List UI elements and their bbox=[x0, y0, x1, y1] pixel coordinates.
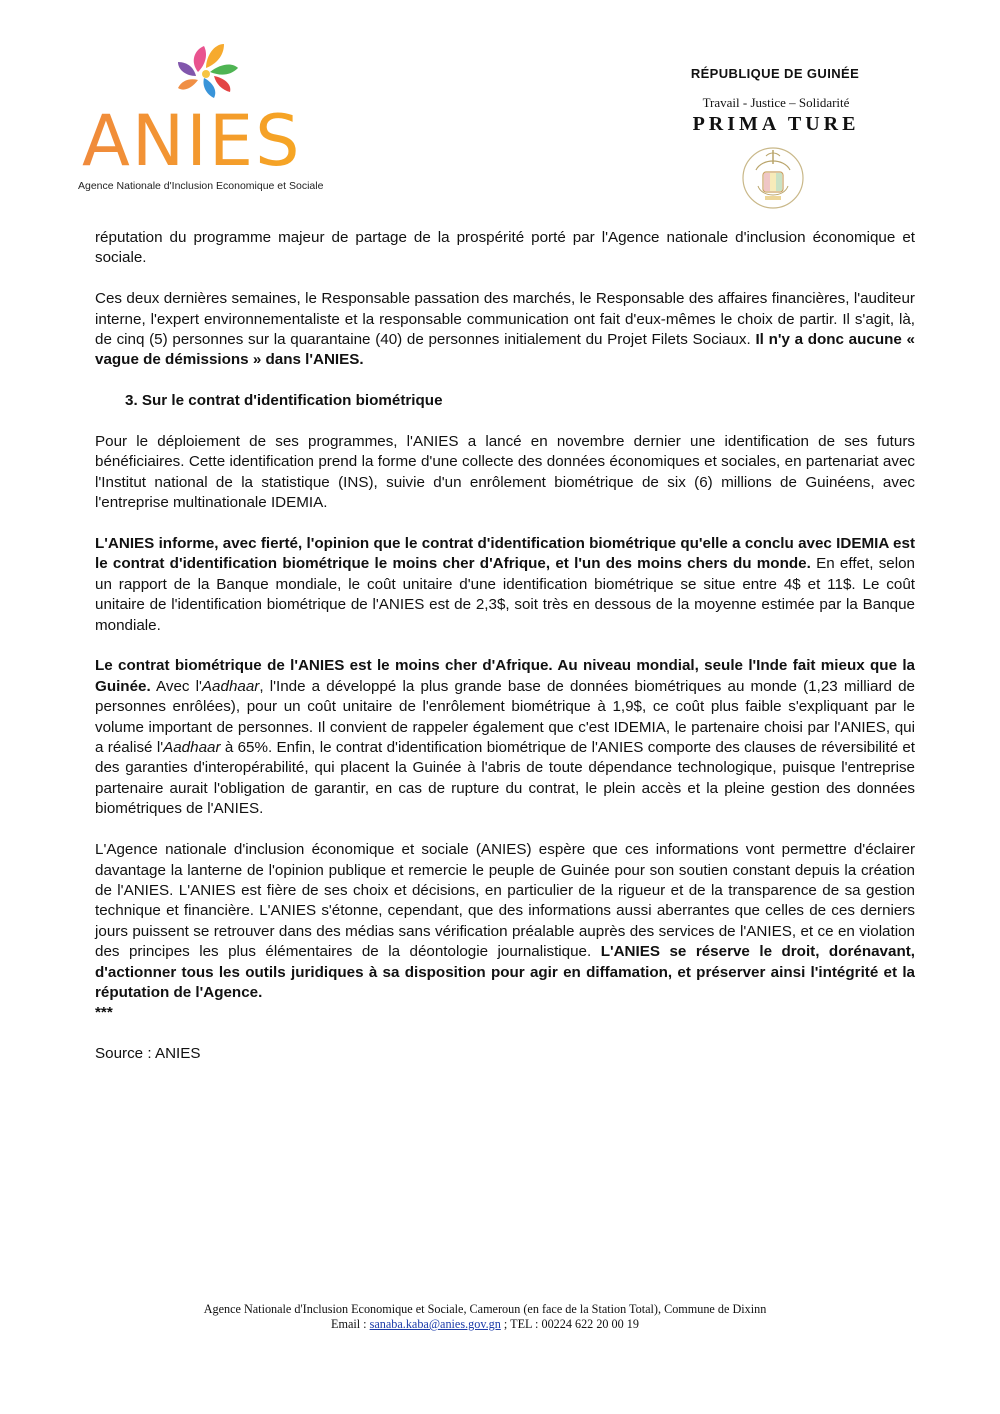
paragraph-2: Ces deux dernières semaines, le Responsable passation des marchés, le Responsable des affaires financières, l'auditeur interne, l'expert environnementaliste et la responsable communication ont fait d'eux-mêmes le choix de partir. Il s'agit, là, de cinq (5) personnes sur la quarantaine (40) de personnes initialement du Projet Filets Sociaux. Il n'y a donc aucune « vague de démissions » dans l'ANIES. bbox=[95, 290, 915, 369]
paragraph-4: L'ANIES informe, avec fierté, l'opinion que le contrat d'identification biométrique qu'elle a conclu avec IDEMIA est le contrat d'identification biométrique le moins cher d'Afrique, et l'un des moins chers du monde. En effet, selon un rapport de la Banque mondiale, le coût unitaire d'une identification biométrique se situe entre 4$ et 11$. Le coût unitaire de l'identification biométrique de l'ANIES est de 2,3$, soit très en dessous de la moyenne estimée par la Banque mondiale. bbox=[95, 535, 915, 634]
footer-email-link[interactable]: sanaba.kaba@anies.gov.gn bbox=[369, 1317, 501, 1331]
coat-of-arms-icon bbox=[736, 140, 810, 214]
logo-wordmark: ANIES bbox=[82, 100, 302, 182]
hands-logo-icon bbox=[168, 32, 258, 102]
paragraph-1: réputation du programme majeur de partage de la prospérité porté par l'Agence nationale d'inclusion économique et sociale. bbox=[95, 229, 915, 267]
paragraph-3: Pour le déploiement de ses programmes, l'ANIES a lancé en novembre dernier une identification de ses futurs bénéficiaires. Cette identification prend la forme d'une collecte des données économiques et sociales, en partenariat avec l'Institut national de la statistique (INS), suivie d'un enrôlement biométrique de six (6) millions de Guinéens, avec l'entreprise multinationale IDEMIA. bbox=[95, 433, 915, 512]
paragraph-5: Le contrat biométrique de l'ANIES est le moins cher d'Afrique. Au niveau mondial, seule l'Inde fait mieux que la Guinée. Avec l'Aadhaar, l'Inde a développé la plus grande base de données biométriques au monde (1,23 milliard de personnes enrôlées), pour un coût unitaire de l'enrôlement biométrique à 1,9$, ce coût plus faible s'expliquant par le volume important de personnes. Il convient de rappeler également que c'est IDEMIA, le partenaire choisi par l'ANIES, qui a réalisé l'Aadhaar à 65%. Enfin, le contrat d'identification biométrique de l'ANIES comporte des clauses de réversibilité et des garanties d'interopérabilité, qui placent la Guinée à l'abris de toute dépendance technologique, puisque l'entreprise partenaire aurait l'obligation de garantir, en cas de rupture du contrat, le plein accès et la pleine gestion des données biométriques de l'ANIES. bbox=[95, 657, 915, 818]
page-footer bbox=[100, 1302, 870, 1332]
footer-contact: Email : sanaba.kaba@anies.gov.gn ; TEL : 00224 622 20 00 19 bbox=[331, 1317, 639, 1331]
section-3-heading: 3. Sur le contrat d'identification biométrique bbox=[125, 392, 443, 410]
logo-subtitle: Agence Nationale d'Inclusion Economique et Sociale bbox=[78, 180, 324, 192]
republic-title: RÉPUBLIQUE DE GUINÉE bbox=[690, 66, 860, 81]
document-body bbox=[95, 228, 915, 1065]
source-line: Source : ANIES bbox=[95, 1045, 201, 1063]
primature-title: PRIMA TURE bbox=[692, 113, 860, 135]
paragraph-6: L'Agence nationale d'inclusion économique et sociale (ANIES) espère que ces informations vont permettre d'éclairer davantage la lanterne de l'opinion publique et remercie le peuple de Guinée pour son soutien constant depuis la création de l'ANIES. L'ANIES est fière de ses choix et décisions, en particulier de la rigueur et de la transparence de sa gestion technique et financière. L'ANIES s'étonne, cependant, que des informations aussi aberrantes que celles de ces derniers jours puissent se retrouver dans des médias sans vérification préalable auprès des services de l'ANIES, et ce en violation des principes les plus élémentaires de la déontologie journalistique. L'ANIES se réserve le droit, dorénavant, d'actionner tous les outils juridiques à sa disposition pour agir en diffamation, et préserver ainsi l'intégrité et la réputation de l'Agence. bbox=[95, 841, 915, 1001]
separator-stars: *** bbox=[95, 1004, 113, 1022]
anies-logo bbox=[78, 32, 338, 192]
footer-address: Agence Nationale d'Inclusion Economique et Sociale, Cameroun (en face de la Station Total), Commune de Dixinn bbox=[203, 1302, 767, 1316]
national-motto: Travail - Justice – Solidarité bbox=[702, 95, 850, 110]
